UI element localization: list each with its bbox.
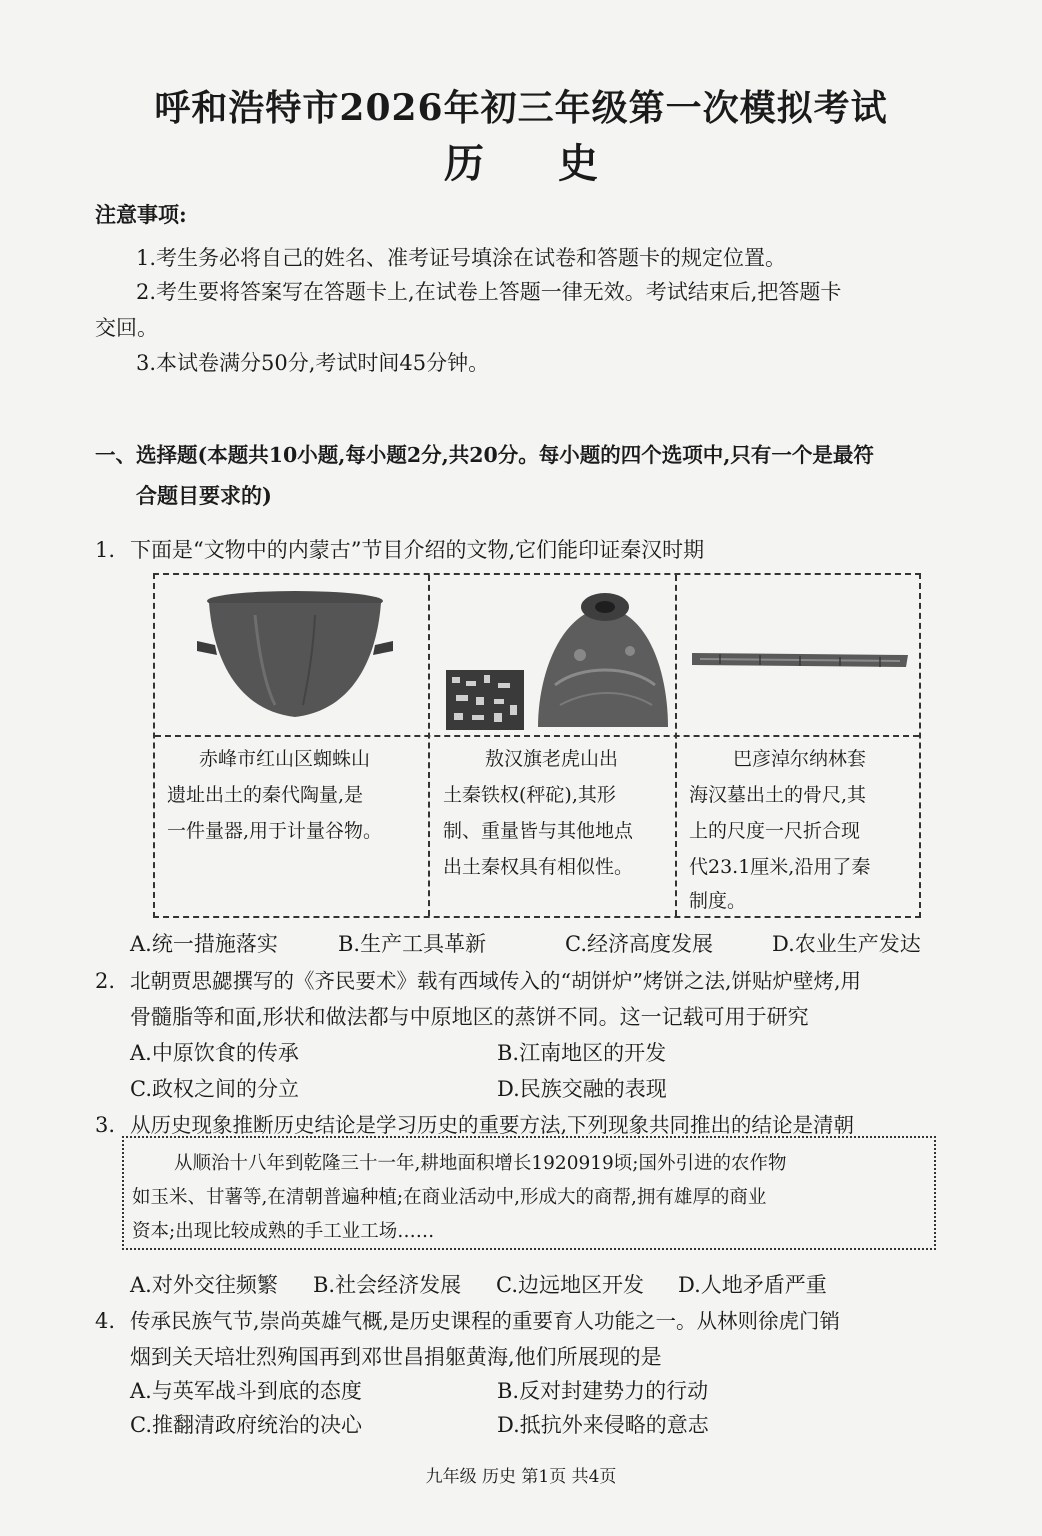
option-a: A.与英军战斗到底的态度 bbox=[130, 1379, 362, 1403]
option-b: B.江南地区的开发 bbox=[497, 1041, 667, 1065]
question-stem-cont: 烟到关天培壮烈殉国再到邓世昌捐躯黄海,他们所展现的是 bbox=[130, 1345, 662, 1369]
question-stem: 传承民族气节,崇尚英雄气概,是历史课程的重要育人功能之一。从林则徐虎门销 bbox=[130, 1309, 841, 1333]
option-c: C.边远地区开发 bbox=[496, 1273, 644, 1297]
question-number: 4. bbox=[95, 1309, 116, 1333]
artifact-1-line: 遗址出土的秦代陶量,是 bbox=[167, 784, 364, 806]
bone-ruler-image bbox=[690, 645, 910, 675]
option-a: A.对外交往频繁 bbox=[130, 1273, 278, 1297]
artifact-1-line: 一件量器,用于计量谷物。 bbox=[167, 820, 383, 842]
page-footer: 九年级 历史 第1页 共4页 bbox=[425, 1467, 617, 1487]
question-number: 3. bbox=[95, 1113, 116, 1137]
quote-box bbox=[122, 1136, 936, 1250]
artifact-2-line: 土秦铁权(秤砣),其形 bbox=[443, 784, 616, 806]
artifact-1-line: 赤峰市红山区蜘蛛山 bbox=[199, 748, 371, 770]
quote-line: 从顺治十八年到乾隆三十一年,耕地面积增长1920919顷;国外引进的农作物 bbox=[174, 1153, 787, 1174]
option-c: C.政权之间的分立 bbox=[130, 1077, 299, 1101]
section-heading-cont: 合题目要求的) bbox=[136, 483, 272, 508]
question-stem: 下面是“文物中的内蒙古”节目介绍的文物,它们能印证秦汉时期 bbox=[130, 538, 705, 562]
option-a: A.中原饮食的传承 bbox=[130, 1041, 299, 1065]
artifact-3-line: 巴彦淖尔纳林套 bbox=[733, 748, 867, 770]
subject-title: 历 史 bbox=[444, 140, 628, 187]
quote-line: 资本;出现比较成熟的手工业工场…… bbox=[132, 1221, 435, 1242]
artifact-3-line: 制度。 bbox=[689, 890, 747, 912]
iron-weight-image bbox=[440, 585, 670, 735]
option-b: B.生产工具革新 bbox=[338, 932, 487, 956]
option-d: D.民族交融的表现 bbox=[497, 1077, 667, 1101]
option-a: A.统一措施落实 bbox=[130, 932, 278, 956]
quote-line: 如玉米、甘薯等,在清朝普遍种植;在商业活动中,形成大的商帮,拥有雄厚的商业 bbox=[132, 1187, 767, 1208]
question-stem: 北朝贾思勰撰写的《齐民要术》载有西域传入的“胡饼炉”烤饼之法,饼贴炉壁烤,用 bbox=[130, 969, 861, 993]
pottery-vessel-image bbox=[195, 585, 395, 725]
option-d: D.人地矛盾严重 bbox=[678, 1273, 827, 1297]
artifact-2-line: 出土秦权具有相似性。 bbox=[443, 856, 634, 878]
note-item: 2.考生要将答案写在答题卡上,在试卷上答题一律无效。考试结束后,把答题卡 bbox=[136, 280, 842, 304]
question-number: 2. bbox=[95, 969, 116, 993]
note-item: 1.考生务必将自己的姓名、准考证号填涂在试卷和答题卡的规定位置。 bbox=[136, 246, 787, 270]
artifact-2-line: 制、重量皆与其他地点 bbox=[443, 820, 634, 842]
artifact-3-line: 代23.1厘米,沿用了秦 bbox=[689, 856, 871, 878]
option-d: D.农业生产发达 bbox=[772, 932, 921, 956]
option-b: B.社会经济发展 bbox=[313, 1273, 462, 1297]
artifact-3-line: 海汉墓出土的骨尺,其 bbox=[689, 784, 867, 806]
artifact-3-line: 上的尺度一尺折合现 bbox=[689, 820, 861, 842]
option-c: C.推翻清政府统治的决心 bbox=[130, 1413, 362, 1437]
note-item: 3.本试卷满分50分,考试时间45分钟。 bbox=[136, 351, 490, 375]
notes-heading: 注意事项: bbox=[95, 202, 187, 227]
section-heading: 一、选择题(本题共10小题,每小题2分,共20分。每小题的四个选项中,只有一个是最符 bbox=[95, 443, 874, 467]
option-c: C.经济高度发展 bbox=[565, 932, 713, 956]
option-b: B.反对封建势力的行动 bbox=[497, 1379, 709, 1403]
option-d: D.抵抗外来侵略的意志 bbox=[497, 1413, 709, 1437]
question-number: 1. bbox=[95, 538, 116, 562]
artifact-2-line: 敖汉旗老虎山出 bbox=[485, 748, 619, 770]
question-stem-cont: 骨髓脂等和面,形状和做法都与中原地区的蒸饼不同。这一记载可用于研究 bbox=[130, 1005, 809, 1029]
question-stem: 从历史现象推断历史结论是学习历史的重要方法,下列现象共同推出的结论是清朝 bbox=[130, 1113, 855, 1137]
exam-title: 呼和浩特市2026年初三年级第一次模拟考试 bbox=[154, 87, 888, 129]
note-item: 交回。 bbox=[95, 316, 158, 340]
artifact-table bbox=[153, 573, 921, 918]
